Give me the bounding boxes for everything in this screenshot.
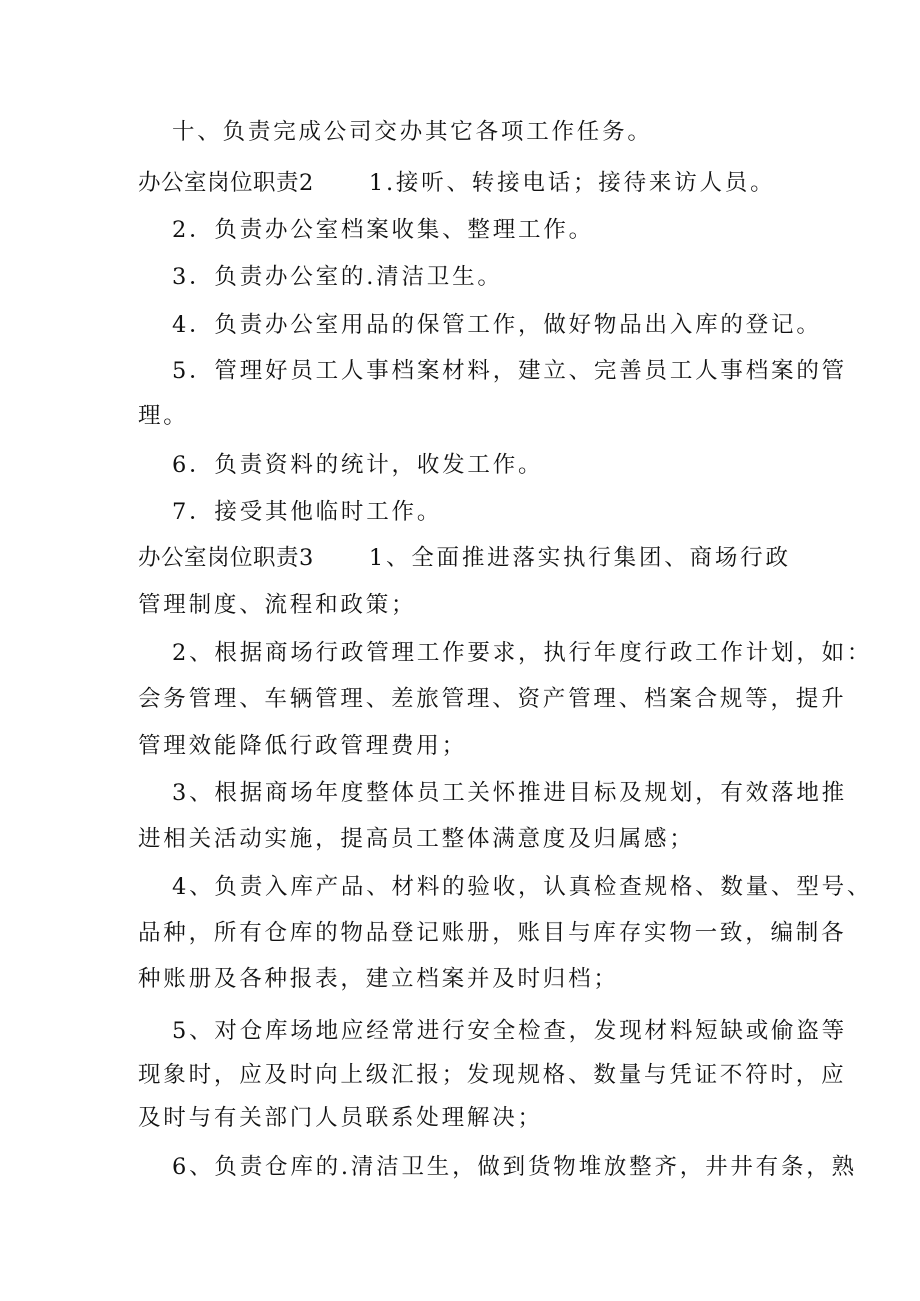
section-2-item-5-line-2: 理。 bbox=[138, 403, 189, 429]
section-3-item-4-line-1: 4、负责入库产品、材料的验收，认真检查规格、数量、型号、 bbox=[172, 874, 873, 900]
section-2-item-1: 1.接听、转接电话；接待来访人员。 bbox=[368, 170, 776, 196]
section-3-heading: 办公室岗位职责3 bbox=[138, 545, 314, 571]
section-3-item-5-line-3: 及时与有关部门人员联系处理解决； bbox=[138, 1105, 543, 1131]
section-2-item-6: 6．负责资料的统计，收发工作。 bbox=[172, 452, 544, 478]
section-3-item-2-line-3: 管理效能降低行政管理费用； bbox=[138, 733, 467, 759]
section-3-heading-line bbox=[138, 543, 791, 573]
paragraph-item-ten: 十、负责完成公司交办其它各项工作任务。 bbox=[172, 119, 653, 145]
section-3-item-4-line-3: 种账册及各种报表，建立档案并及时归档； bbox=[138, 966, 619, 992]
section-3-item-5-line-2: 现象时，应及时向上级汇报；发现规格、数量与凭证不符时，应 bbox=[138, 1062, 847, 1088]
section-3-item-4-line-2: 品种，所有仓库的物品登记账册，账目与库存实物一致，编制各 bbox=[138, 920, 847, 946]
section-3-item-3-line-1: 3、根据商场年度整体员工关怀推进目标及规划，有效落地推 bbox=[172, 780, 847, 806]
section-2-item-4: 4．负责办公室用品的保管工作，做好物品出入库的登记。 bbox=[172, 312, 822, 338]
section-3-item-3-line-2: 进相关活动实施，提高员工整体满意度及归属感； bbox=[138, 826, 695, 852]
section-2-item-3: 3．负责办公室的.清洁卫生。 bbox=[172, 264, 503, 290]
section-3-item-1-line-2: 管理制度、流程和政策； bbox=[138, 592, 417, 618]
section-3-item-2-line-2: 会务管理、车辆管理、差旅管理、资产管理、档案合规等，提升 bbox=[138, 686, 847, 712]
section-2-heading: 办公室岗位职责2 bbox=[138, 170, 314, 196]
section-3-item-6-line-1: 6、负责仓库的.清洁卫生，做到货物堆放整齐，井井有条，熟 bbox=[172, 1154, 857, 1180]
section-2-item-5-line-1: 5．管理好员工人事档案材料，建立、完善员工人事档案的管 bbox=[172, 358, 847, 384]
section-3-item-5-line-1: 5、对仓库场地应经常进行安全检查，发现材料短缺或偷盗等 bbox=[172, 1018, 847, 1044]
section-2-item-7: 7．接受其他临时工作。 bbox=[172, 499, 443, 525]
section-2-item-2: 2．负责办公室档案收集、整理工作。 bbox=[172, 217, 594, 243]
section-2-heading-line bbox=[138, 168, 775, 198]
section-3-item-2-line-1: 2、根据商场行政管理工作要求，执行年度行政工作计划，如： bbox=[172, 640, 873, 666]
section-3-item-1-line-1: 1、全面推进落实执行集团、商场行政 bbox=[368, 545, 791, 571]
